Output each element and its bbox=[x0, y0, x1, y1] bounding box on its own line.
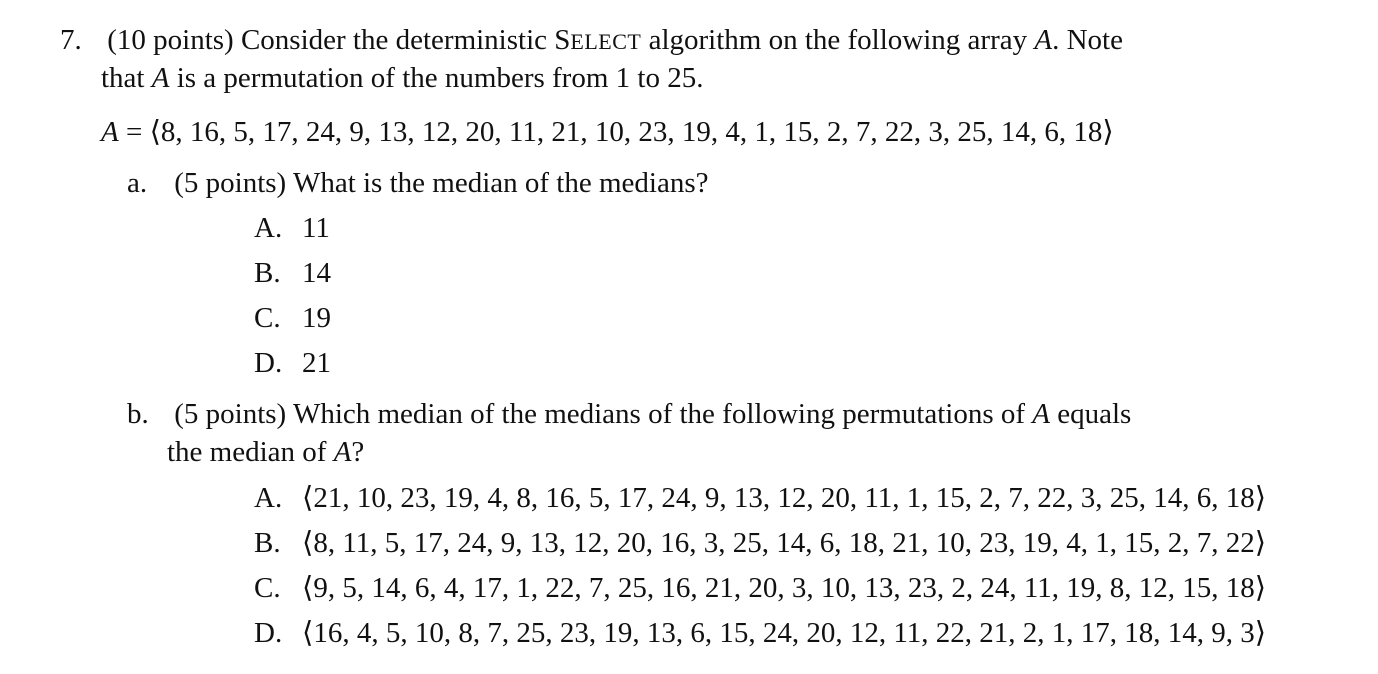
problem-points: (10 points) bbox=[107, 24, 234, 56]
option-letter: C. bbox=[254, 302, 281, 334]
part-b-question bbox=[127, 396, 1131, 432]
option-value: ⟨9, 5, 14, 6, 4, 17, 1, 22, 7, 25, 16, 21, 20, 3, 10, 13, 23, 2, 24, 11, 19, 8, 12, 15, 18⟩ bbox=[302, 572, 1267, 604]
part-b-var: A bbox=[1032, 398, 1050, 430]
part-a-question bbox=[127, 165, 708, 201]
option-value: 19 bbox=[302, 302, 331, 334]
problem-header bbox=[60, 22, 1123, 60]
part-b-option[interactable] bbox=[254, 570, 1266, 606]
array-eq: = bbox=[125, 116, 143, 148]
part-a-points: (5 points) bbox=[174, 167, 287, 199]
problem-intro-c: . Note bbox=[1052, 24, 1123, 56]
option-value: 21 bbox=[302, 347, 331, 379]
part-b-option[interactable] bbox=[254, 525, 1266, 561]
part-b-text-a: Which median of the medians of the following permutations of bbox=[292, 398, 1026, 430]
part-a-option[interactable] bbox=[254, 210, 330, 246]
option-value: ⟨8, 11, 5, 17, 24, 9, 13, 12, 20, 16, 3, 25, 14, 6, 18, 21, 10, 23, 19, 4, 1, 15, 2, 7, 22⟩ bbox=[302, 527, 1267, 559]
option-value: 11 bbox=[302, 212, 330, 244]
part-b-letter: b. bbox=[127, 398, 149, 430]
option-letter: A. bbox=[254, 212, 283, 244]
part-b-option[interactable] bbox=[254, 615, 1266, 651]
option-letter: D. bbox=[254, 347, 283, 379]
part-b-option[interactable] bbox=[254, 480, 1266, 516]
array-value: ⟨8, 16, 5, 17, 24, 9, 13, 12, 20, 11, 21, 10, 23, 19, 4, 1, 15, 2, 7, 22, 3, 25, 14, 6, 18⟩ bbox=[149, 116, 1114, 148]
line2-text-a: that bbox=[101, 62, 145, 94]
option-letter: A. bbox=[254, 482, 283, 514]
part-b-question-line2 bbox=[167, 434, 364, 470]
line2-var: A bbox=[151, 62, 170, 94]
part-a-option[interactable] bbox=[254, 300, 331, 336]
array-var: A bbox=[1034, 24, 1053, 56]
array-definition bbox=[101, 114, 1114, 150]
option-value: 14 bbox=[302, 257, 331, 289]
option-value: ⟨21, 10, 23, 19, 4, 8, 16, 5, 17, 24, 9, 13, 12, 20, 11, 1, 15, 2, 7, 22, 3, 25, 14, 6, 18⟩ bbox=[302, 482, 1267, 514]
option-letter: B. bbox=[254, 257, 281, 289]
option-letter: C. bbox=[254, 572, 281, 604]
problem-intro-b: algorithm on the following array bbox=[648, 24, 1028, 56]
part-a-option[interactable] bbox=[254, 345, 331, 381]
part-b-line2-b: ? bbox=[351, 436, 365, 468]
part-b-text-b: equals bbox=[1057, 398, 1132, 430]
part-b-points: (5 points) bbox=[174, 398, 287, 430]
part-a-letter: a. bbox=[127, 167, 148, 199]
part-b-line2-a: the median of bbox=[167, 436, 327, 468]
option-value: ⟨16, 4, 5, 10, 8, 7, 25, 23, 19, 13, 6, 15, 24, 20, 12, 11, 22, 21, 2, 1, 17, 18, 14, 9, 3⟩ bbox=[302, 617, 1267, 649]
part-a-text: What is the median of the medians? bbox=[292, 167, 709, 199]
option-letter: D. bbox=[254, 617, 283, 649]
line2-text-b: is a permutation of the numbers from 1 to 25. bbox=[176, 62, 704, 94]
option-letter: B. bbox=[254, 527, 281, 559]
problem-number: 7. bbox=[60, 24, 82, 56]
algorithm-name: SELECT bbox=[554, 24, 642, 56]
array-lhs: A bbox=[101, 116, 119, 148]
problem-intro-a: Consider the deterministic bbox=[240, 24, 548, 56]
part-b-line2-var: A bbox=[333, 436, 352, 468]
part-a-option[interactable] bbox=[254, 255, 331, 291]
problem-header-line2 bbox=[101, 60, 703, 96]
